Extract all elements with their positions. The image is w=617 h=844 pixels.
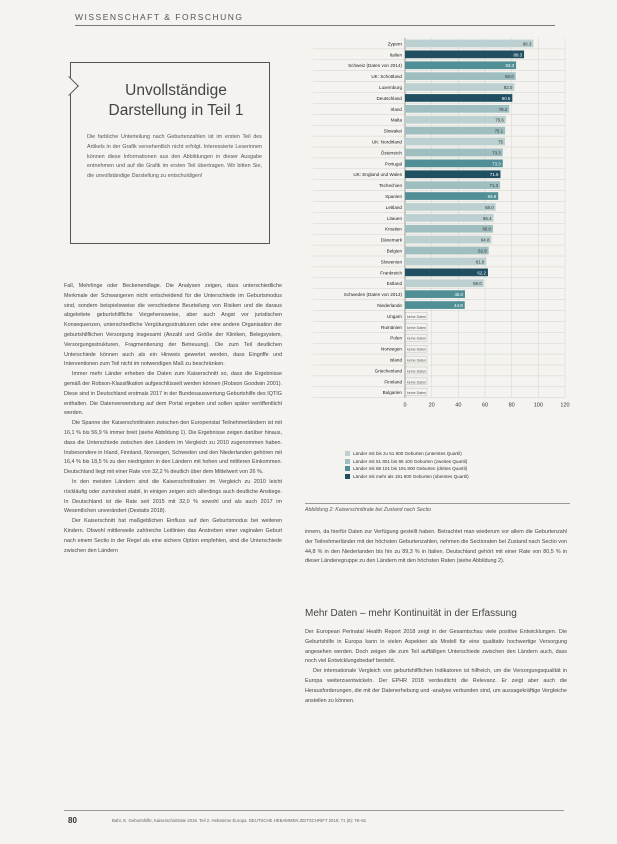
chart-legend — [345, 450, 565, 480]
section-header: WISSENSCHAFT & FORSCHUNG — [75, 12, 244, 22]
category-label: Griechenland — [374, 368, 402, 374]
left-paragraph: Immer mehr Länder erheben die Daten zum Kaiserschnitt so, dass die Ergebnisse gemäß der Robson-Klassifikation aufgeschlüsselt werden können (Robson Goodwin 2001). Diese sind in Deutschland erstmals 2017 in der Bundesauswertung Geburtshilfe des IQTIG enthalten. Die Datenverwendung auf dem Portal ergeben und sollen später veröffentlicht werden. — [64, 371, 282, 417]
left-paragraph: Der Kaiserschnitt hat maßgeblichen Einfluss auf den Geburtsmodus bei weiteren Kindern. Obwohl mittlerweile zahlreiche Leitlinien das Anstreben einer vaginalen Geburt nach einem Sectio in der Regel als eine sichere Option empfehlen, sind die Unterschiede zwischen den Ländern — [64, 518, 282, 554]
legend-label: Länder mit bis zu 51 800 Geburten (unterstes Quartil) — [353, 451, 462, 457]
bar-value-label: 59.0 — [473, 281, 482, 287]
x-tick-label: 0 — [403, 402, 407, 409]
category-label: Zypern — [387, 41, 402, 47]
footer-rule — [64, 810, 564, 811]
bar-value-label: 66.0 — [482, 226, 491, 232]
section-heading: Mehr Daten – mehr Kontinuität in der Erfassung — [305, 608, 517, 619]
bar-value-label: 61.0 — [475, 259, 485, 265]
bar — [405, 149, 503, 157]
category-label: UK: England und Wales — [353, 172, 402, 178]
bar — [405, 225, 493, 233]
category-label: Spanien — [385, 194, 402, 200]
no-data-label: keine Daten — [407, 358, 427, 363]
category-label: Frankreich — [380, 270, 402, 276]
left-paragraph: Die Spanne der Kaiserschnittraten zwischen den Europeristat Teilnehmerländern ist mit 16,1 % bis 56,9 % immer breit (siehe Abbildung 1). Die Ergebnisse zeigen darüber hinaus, dass die Unterschiede zwischen den Ländern im Vergleich zu 2010 zugenommen haben. Insbesondere in Irland, Finnland, Norwegen, Schweden und den Niederlanden gehören mit 16,4 % bis 18,5 % zu den niedrigsten in den Ländern mit hohen und mittleren Einkommen. Deutschland liegt mit einer Rate von 32,2 % deutlich über dem Mittelwert von 26 %. — [64, 420, 282, 476]
category-label: Slowenien — [380, 259, 402, 265]
category-label: Lettland — [385, 204, 402, 210]
right-paragraph: Der internationale Vergleich von geburtshilflichen Indikatoren ist hilfreich, um die Versorgungsqualität in Europa weiterzuentwickeln. Der EPHR 2018 verdeutlicht die Relevanz. Er zeigt aber auch die Herausforderungen, die mit der Datenerhebung und -analyse verbunden sind, um aussagekräftige Vergleiche anstellen zu können. — [305, 668, 567, 704]
bar — [405, 61, 516, 69]
category-label: UK: Schottland — [371, 74, 402, 80]
category-label: Polen — [390, 335, 402, 341]
no-data-label: keine Daten — [407, 336, 427, 341]
bar-value-label: 73.3 — [492, 161, 501, 167]
bar — [405, 72, 516, 80]
bar-value-label: 89.3 — [513, 52, 523, 58]
footer-citation: Bahr, E. Geburtshilfe, Kaiserschnittrate 2018. Teil 2. Hebamme Europa. DEUTSCHE HEBAMMEN ZEITSCHRIFT 2019; 71 (8): 78–81 — [112, 818, 367, 823]
bar-value-label: 68.0 — [485, 204, 494, 210]
bar — [405, 83, 514, 91]
bar-value-label: 62.2 — [477, 270, 486, 276]
bar — [405, 279, 484, 287]
no-data-label: keine Daten — [407, 347, 427, 352]
bar-value-label: 73.3 — [492, 150, 501, 156]
bar — [405, 127, 505, 135]
legend-item — [345, 458, 565, 466]
category-label: Ungarn — [386, 313, 402, 319]
category-label: Deutschland — [376, 95, 402, 101]
bar-value-label: 66.4 — [482, 215, 492, 221]
bar — [405, 236, 491, 244]
x-tick-label: 20 — [428, 402, 435, 409]
legend-swatch — [345, 474, 350, 479]
category-label: Schweiz (Daten von 2014) — [348, 63, 402, 69]
bar — [405, 105, 509, 113]
header-rule — [75, 25, 555, 26]
no-data-label: keine Daten — [407, 369, 427, 374]
no-data-label: keine Daten — [407, 380, 427, 385]
bar-value-label: 75.6 — [495, 117, 504, 123]
bar-value-label: 83.3 — [505, 63, 515, 69]
right-column-2 — [305, 628, 567, 706]
category-label: Norwegen — [381, 346, 402, 352]
x-tick-label: 60 — [481, 402, 489, 409]
x-tick-label: 100 — [533, 402, 543, 409]
category-label: Bulgarien — [382, 390, 402, 396]
callout-body: Die farbliche Unterteilung nach Geburtenzahlen ist im ersten Teil des Artikels in der Grafik versehentlich nicht erfolgt. Interessierte Leserinnen können diese Informationen aus den Abbildungen in dieser Ausgabe entnehmen und auf die Grafik im ersten Teil übertragen. Wir bitten Sie, die unvollständige Darstellung zu entschuldigen! — [87, 134, 262, 180]
bar — [405, 192, 498, 200]
bar-chart — [305, 32, 570, 512]
category-label: Rumänien — [381, 324, 402, 330]
bar-value-label: 45.0 — [454, 292, 463, 298]
correction-callout — [70, 62, 270, 244]
left-column — [64, 282, 282, 556]
bar-value-label: 82.0 — [503, 85, 513, 91]
category-label: Island — [389, 357, 402, 363]
category-label: Portugal — [384, 161, 402, 167]
bar-value-label: 71.3 — [489, 183, 499, 189]
no-data-label: keine Daten — [407, 325, 427, 330]
bar-value-label: 78.2 — [498, 106, 508, 112]
category-label: Kroatien — [384, 226, 402, 232]
bar — [405, 203, 496, 211]
category-label: Estland — [386, 281, 402, 287]
bar — [405, 51, 524, 59]
no-data-label: keine Daten — [407, 391, 427, 396]
category-label: Slowakei — [383, 128, 402, 134]
x-tick-label: 120 — [560, 402, 570, 409]
legend-item — [345, 465, 565, 473]
right-paragraph: innern, da hierfür Daten zur Verfügung gestellt haben. Betrachtet man wiederum vor allem die Geburtenzahl der Teilnehmerländer mit der höchsten Geburtenzahlen, nehmen die Sectioraten bei Zustand nach Sectio von 44,8 % in den Niederlanden bis hin zu 89,3 % in Italien. Deutschland gehört mit einer Rate von 80,5 % in dieser Länderegruppe zu den Ländern mit den höchsten Raten (siehe Abbildung 2). — [305, 529, 567, 565]
category-label: Irland — [390, 106, 402, 112]
bar-value-label: 62.8 — [478, 248, 487, 254]
category-label: Dänemark — [380, 237, 402, 243]
legend-label: Länder mit 88 101 bis 191 800 Geburten (drittes Quartil) — [353, 466, 468, 472]
bar — [405, 94, 512, 102]
bar — [405, 214, 494, 222]
category-label: Schweden (Daten von 2013) — [343, 292, 402, 298]
bar — [405, 269, 488, 277]
legend-label: Länder mit 51 801 bis 88 100 Geburten (zweites Quartil) — [353, 458, 468, 464]
bar — [405, 258, 486, 266]
bar-value-label: 64.8 — [480, 237, 490, 243]
x-tick-label: 40 — [455, 402, 462, 409]
category-label: UK: Nordirland — [371, 139, 402, 145]
legend-label: Länder mit mehr als 191 800 Geburten (oberstes Quartil) — [353, 473, 469, 479]
category-label: Luxemburg — [379, 85, 402, 91]
right-paragraph: Der European Perinatal Health Report 2018 zeigt in der Gesamtschau viele positive Entwicklungen. Die Geburtshilfe in Europa kann in vielen Aspekten als Modell für eine qualitativ hochwertige Versorgung angesehen werden. Doch zeigen die zum Teil auffälligen Unterschiede zwischen den Ländern auch, dass noch viel Entwicklungsbedarf besteht. — [305, 629, 567, 665]
category-label: Finnland — [384, 379, 402, 385]
bar-value-label: 71.6 — [489, 172, 499, 178]
bar-value-label: 44.8 — [454, 303, 463, 309]
right-column — [305, 528, 567, 567]
bar — [405, 116, 506, 124]
chart-svg — [305, 32, 570, 452]
category-label: Malta — [390, 117, 402, 123]
category-label: Österreich — [380, 150, 402, 156]
bar-value-label: 69.9 — [487, 194, 497, 200]
bar-value-label: 83.0 — [505, 74, 514, 80]
page-number: 80 — [68, 816, 77, 825]
legend-swatch — [345, 466, 350, 471]
legend-swatch — [345, 451, 350, 456]
bar — [405, 40, 533, 48]
caption-rule — [305, 503, 570, 504]
bar-value-label: 75.1 — [494, 128, 504, 134]
bar — [405, 170, 500, 178]
category-label: Belgien — [386, 248, 402, 254]
left-paragraph: In den meisten Ländern sind die Kaiserschnittraten im Vergleich zu 2010 leicht rückläufig oder zumindest stabil, in einigen zeigen sich allerdings auch deutliche Anstiege. In Deutschland ist die Rate seit 2015 mit 32,0 % sowohl und als auch 2017 im Wesentlichen unverändert (Destatis 2018). — [64, 478, 282, 515]
bar — [405, 138, 505, 146]
category-label: Litauen — [386, 215, 402, 221]
bar-value-label: 80.5 — [501, 95, 511, 101]
callout-title: Unvollständige Darstellung in Teil 1 — [108, 82, 244, 119]
left-paragraph: Fall, Mehrlinge oder Beckenendlage. Die Analysen zeigen, dass unterschiedliche Merkmale der Schwangeren nicht entscheidend für die Unterschiede im Geburtsmodus sind, sondern beispielsweise die verschiedene Beurteilung von Risiken und die daraus abgeleitete geburtshilfliche Vorgehensweise, aber auch Angst vor juristischen Konsequenzen, unterschiedliche Vergütungsstrukturen oder eine andere Organisation der geburtshilflichen Versorgung insgesamt (Anzahl und Größe der Kliniken, Belegsystem, Versorgungsstrukturen, Fragmentierung der Betreuung). Die zum Teil deutlichen Unterschiede können auch als ein Hinweis gewertet werden, dass Eingriffe und Interventionen zum Teil nicht im notwendigen Maß zu beschränken. — [64, 283, 282, 368]
category-label: Niederlande — [377, 303, 402, 309]
bar-value-label: 96.3 — [522, 41, 532, 47]
legend-item — [345, 473, 565, 481]
no-data-label: keine Daten — [407, 314, 427, 319]
bar-value-label: 75 — [498, 139, 503, 145]
category-label: Italien — [389, 52, 402, 58]
bar — [405, 247, 489, 255]
x-tick-label: 80 — [508, 402, 515, 409]
legend-swatch — [345, 459, 350, 464]
bar — [405, 160, 503, 168]
chart-caption: Abbildung 2: Kaiserschnittrate bei Zustand nach Sectio — [305, 507, 432, 513]
bar — [405, 181, 500, 189]
legend-item — [345, 450, 565, 458]
category-label: Tschechien — [379, 183, 402, 189]
